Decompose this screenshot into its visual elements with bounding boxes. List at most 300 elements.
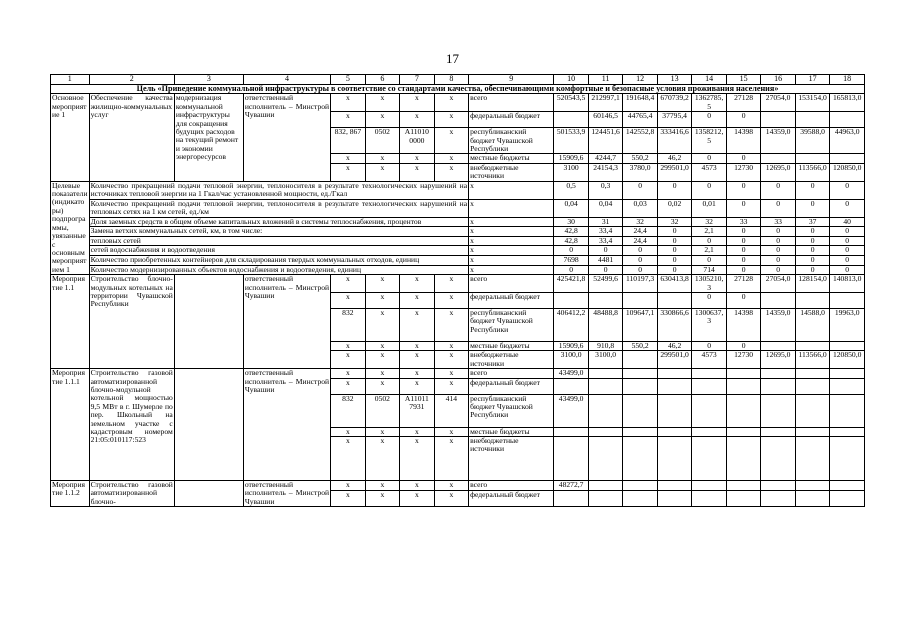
year-value [692,369,727,378]
indicator-value: 0,04 [588,199,623,217]
indicator-value: 0 [623,265,658,275]
year-value: 142552,8 [623,128,658,154]
budget-row [51,369,865,378]
year-value [830,490,865,507]
year-value [761,112,796,128]
indicator-row [51,199,865,217]
indicator-value: 0 [830,256,865,266]
year-value: 44765,4 [623,112,658,128]
year-value [623,394,658,427]
year-value [830,154,865,163]
indicator-value: 2,1 [692,246,727,256]
column-number: 1 [51,75,90,85]
code-expense-group: x [434,351,469,369]
year-value: 425421,8 [554,275,589,293]
year-value: 43499,0 [554,394,589,427]
indicator-x: x [469,199,554,217]
code-grbs: x [331,154,366,163]
code-section: x [365,378,400,394]
year-value: 0 [726,292,761,308]
indicator-value: 0 [726,256,761,266]
year-value: 0 [726,154,761,163]
indicator-x: x [469,246,554,256]
indicator-value: 40 [830,217,865,227]
year-value: 124451,6 [588,128,623,154]
indicator-value: 0 [588,265,623,275]
year-value: 27054,0 [761,94,796,112]
indicator-value: 0 [657,236,692,246]
indicator-value: 0 [761,256,796,266]
indicator-value: 0,02 [657,199,692,217]
year-value: 113566,0 [795,163,830,181]
year-value [692,427,727,436]
indicator-value: 0 [795,227,830,237]
year-value [795,369,830,378]
year-value: 109647,1 [623,308,658,341]
year-value [726,480,761,490]
year-value: 406412,2 [554,308,589,341]
code-grbs: x [331,427,366,436]
code-section: x [365,427,400,436]
code-target-article: x [400,480,435,490]
year-value [761,427,796,436]
year-value [761,369,796,378]
year-value: 19963,0 [830,308,865,341]
indicator-row [51,246,865,256]
indicator-value: 0 [623,246,658,256]
year-value [761,436,796,480]
year-value [726,369,761,378]
measure-task [174,480,243,506]
code-expense-group: x [434,378,469,394]
column-number: 7 [400,75,435,85]
code-target-article: A11010 0000 [400,128,435,154]
year-value: 3100,0 [588,351,623,369]
code-expense-group: x [434,369,469,378]
indicator-value: 32 [623,217,658,227]
budget-row [51,94,865,112]
year-value [726,427,761,436]
year-value: 520543,5 [554,94,589,112]
year-value [692,378,727,394]
indicator-value: 0 [588,246,623,256]
code-grbs: x [331,378,366,394]
indicator-value: 0 [726,227,761,237]
year-value [623,292,658,308]
code-target-article: A11011 7931 [400,394,435,427]
code-grbs: x [331,275,366,293]
indicator-value: 0 [657,246,692,256]
year-value [795,480,830,490]
indicator-value: 42,8 [554,227,589,237]
year-value [554,292,589,308]
budget-table [50,74,865,507]
year-value [588,436,623,480]
year-value: 3100,0 [554,351,589,369]
indicator-row [51,236,865,246]
column-number-row [51,75,865,85]
indicator-value: 0 [692,256,727,266]
year-value [795,427,830,436]
year-value [554,378,589,394]
indicator-value: 0 [830,265,865,275]
code-section: x [365,436,400,480]
year-value [623,351,658,369]
funding-source: всего [469,94,554,112]
measure-name: Строительство блочно-модульных котельных на территории Чувашской Республики [89,275,174,369]
code-section: x [365,275,400,293]
indicator-name: Количество приобретенных контейнеров для складирования твердых коммунальных отходов, единиц [89,256,469,266]
year-value [554,112,589,128]
year-value [588,369,623,378]
code-grbs: x [331,341,366,350]
indicator-name: Количество прекращений подачи тепловой энергии, теплоносителя в результате технологических нарушений на источниках тепловой энергии на 1 Гкал/час установленной мощности, ед./Гкал [90,181,468,199]
code-expense-group: 414 [434,394,469,427]
column-number: 15 [726,75,761,85]
indicator-x: x [469,217,554,227]
year-value: 113566,0 [795,351,830,369]
year-value: 60146,5 [588,112,623,128]
code-target-article: x [400,163,435,181]
code-expense-group: x [434,427,469,436]
year-value: 27054,0 [761,275,796,293]
year-value [830,427,865,436]
code-expense-group: x [434,112,469,128]
funding-source: внебюджетные источники [469,163,554,181]
indicator-value: 32 [692,217,727,227]
year-value: 630413,8 [657,275,692,293]
year-value: 12730 [726,351,761,369]
year-value: 299501,0 [657,351,692,369]
code-expense-group: x [434,163,469,181]
year-value: 52499,6 [588,275,623,293]
measure-name: Строительство газовой автоматизированной блочно- [90,480,173,506]
year-value [657,490,692,507]
indicator-value: 0 [761,199,796,217]
year-value [692,480,727,490]
year-value: 46,2 [657,341,692,350]
indicator-row [51,265,865,275]
year-value: 0 [692,341,727,350]
indicator-value: 0 [554,246,589,256]
year-value [588,394,623,427]
indicator-name: Замена ветхих коммунальных сетей, км, в том числе: [89,227,469,237]
year-value: 120850,0 [830,163,865,181]
year-value [761,490,796,507]
column-number: 3 [174,75,243,85]
budget-row [51,480,865,490]
year-value: 48488,8 [588,308,623,341]
code-section: x [365,369,400,378]
indicator-value: 0 [554,265,589,275]
year-value: 27128 [726,275,761,293]
code-section: x [365,341,400,350]
code-grbs: x [331,480,366,490]
indicator-value: 0 [830,227,865,237]
code-section: x [365,94,400,112]
year-value: 550,2 [623,154,658,163]
measure-label: Основное мероприятие 1 [51,94,90,181]
year-value: 1305210,3 [692,275,727,293]
indicator-x: x [469,265,554,275]
year-value [554,427,589,436]
measure-name: Обеспечение качества жилищно-коммунальных услуг [89,94,174,181]
code-target-article: x [400,369,435,378]
indicator-x: x [469,236,554,246]
indicator-value: 0 [726,265,761,275]
code-target-article: x [400,292,435,308]
code-section: x [365,154,400,163]
column-number: 9 [469,75,554,85]
year-value [657,436,692,480]
indicator-value: 0 [795,265,830,275]
indicator-value: 30 [554,217,589,227]
year-value: 120850,0 [830,351,865,369]
year-value: 14398 [726,128,761,154]
year-value [830,341,865,350]
code-target-article: x [400,112,435,128]
measure-label: Мероприятие 1.1 [51,275,90,369]
year-value [761,292,796,308]
code-expense-group: x [434,436,469,480]
year-value [657,378,692,394]
year-value [795,490,830,507]
code-section: x [365,480,400,490]
code-target-article: x [400,436,435,480]
year-value [726,436,761,480]
indicator-value: 0 [657,256,692,266]
indicator-value: 0 [795,256,830,266]
year-value [830,436,865,480]
funding-source: всего [469,369,554,378]
indicator-value: 0 [761,227,796,237]
year-value [795,378,830,394]
year-value: 12695,0 [761,351,796,369]
indicator-value: 0 [623,256,658,266]
year-value [657,369,692,378]
responsible-executor: ответственный исполнитель – Минстрой Чувашии [244,480,330,506]
code-target-article: x [400,308,435,341]
year-value [692,394,727,427]
year-value: 12695,0 [761,163,796,181]
indicator-row [51,181,865,199]
indicator-name: Количество модернизированных объектов водоснабжения и водоотведения, единиц [89,265,469,275]
year-value [726,378,761,394]
code-expense-group: x [434,308,469,341]
year-value [761,154,796,163]
code-section: x [365,292,400,308]
column-number: 2 [89,75,174,85]
indicator-value: 0 [726,181,761,199]
year-value: 165813,0 [830,94,865,112]
code-grbs: 832 [331,308,366,341]
indicator-value: 32 [657,217,692,227]
code-section: 0502 [365,394,400,427]
indicator-value: 42,8 [554,236,589,246]
year-value [726,490,761,507]
year-value [761,341,796,350]
indicator-value: 0 [795,181,830,199]
code-section: x [365,490,400,507]
indicator-name: сетей водоснабжения и водоотведения [89,246,469,256]
code-target-article: x [400,427,435,436]
indicator-x: x [469,227,554,237]
responsible-executor: ответственный исполнитель – Минстрой Чувашии [243,275,330,369]
code-expense-group: x [434,341,469,350]
code-target-article: x [400,275,435,293]
funding-source: республиканский бюджет Чувашской Республики [469,394,554,427]
code-target-article: x [400,154,435,163]
year-value [795,436,830,480]
column-number: 6 [365,75,400,85]
year-value [795,154,830,163]
year-value: 4244,7 [588,154,623,163]
year-value: 140813,0 [830,275,865,293]
year-value [692,490,727,507]
indicator-value: 37 [795,217,830,227]
indicator-value: 0 [623,181,658,199]
indicator-value: 0 [795,199,830,217]
year-value: 0 [692,154,727,163]
year-value [830,369,865,378]
year-value [795,341,830,350]
measure-task: модернизация коммунальной инфраструктуры для сокращения будущих расходов на текущий ремонт и экономии энергоресурсов [174,94,243,181]
year-value [623,480,658,490]
indicator-value: 24,4 [623,227,658,237]
funding-source: местные бюджеты [469,427,554,436]
code-target-article: x [400,351,435,369]
column-number: 8 [434,75,469,85]
year-value [761,480,796,490]
year-value: 27128 [726,94,761,112]
year-value [830,112,865,128]
indicator-value: 0 [657,227,692,237]
indicator-value: 0 [726,246,761,256]
year-value: 3780,0 [623,163,658,181]
indicator-value: 0 [726,199,761,217]
column-number: 5 [331,75,366,85]
funding-source: республиканский бюджет Чувашской Республики [469,128,554,154]
funding-source: федеральный бюджет [469,490,554,507]
funding-source: всего [469,480,554,490]
year-value: 333416,6 [657,128,692,154]
code-grbs: 832, 867 [331,128,366,154]
year-value: 39588,0 [795,128,830,154]
year-value: 0 [692,112,727,128]
year-value [623,427,658,436]
responsible-executor: ответственный исполнитель – Минстрой Чувашии [243,94,330,181]
year-value [657,292,692,308]
year-value: 12730 [726,163,761,181]
year-value: 14398 [726,308,761,341]
indicator-value: 33 [726,217,761,227]
indicator-value: 0 [830,199,865,217]
indicator-value: 0 [726,236,761,246]
year-value [588,427,623,436]
year-value [726,394,761,427]
code-grbs: x [331,112,366,128]
code-grbs: x [331,292,366,308]
year-value: 24154,3 [588,163,623,181]
year-value [692,436,727,480]
year-value [623,436,658,480]
year-value: 3100 [554,163,589,181]
code-target-article: x [400,378,435,394]
funding-source: федеральный бюджет [469,112,554,128]
indicator-value: 4481 [588,256,623,266]
code-expense-group: x [434,490,469,507]
code-expense-group: x [434,480,469,490]
indicator-value: 2,1 [692,227,727,237]
year-value: 4573 [692,163,727,181]
year-value: 1300637,3 [692,308,727,341]
year-value [588,480,623,490]
column-number: 11 [588,75,623,85]
year-value: 910,8 [588,341,623,350]
indicator-value: 33,4 [588,227,623,237]
year-value: 330866,6 [657,308,692,341]
year-value: 14588,0 [795,308,830,341]
code-target-article: x [400,341,435,350]
year-value: 212997,1 [588,94,623,112]
page-number: 17 [446,51,459,66]
year-value [623,490,658,507]
indicator-value: 0,3 [588,181,623,199]
indicator-name: тепловых сетей [89,236,469,246]
column-number: 17 [795,75,830,85]
year-value [554,490,589,507]
year-value [657,394,692,427]
column-number: 16 [761,75,796,85]
indicator-value: 0 [761,265,796,275]
indicator-value: 0 [830,246,865,256]
indicator-value: 0,01 [692,199,727,217]
year-value [761,378,796,394]
code-section: 0502 [365,128,400,154]
year-value [795,394,830,427]
indicator-value: 714 [692,265,727,275]
measure-name: Строительство газовой автоматизированной блочно-модульной котельной мощностью 9,5 МВт в г. Шумерле по пер. Школьный на земельном участке с кадастровым номером 21:05:010117:523 [89,369,174,481]
code-target-article: x [400,490,435,507]
year-value: 670739,2 [657,94,692,112]
indicator-x: x [469,256,554,266]
funding-source: всего [469,275,554,293]
year-value [761,394,796,427]
year-value: 46,2 [657,154,692,163]
year-value [830,378,865,394]
code-section: x [365,351,400,369]
year-value: 4573 [692,351,727,369]
year-value: 14359,0 [761,128,796,154]
code-section: x [365,163,400,181]
year-value [795,112,830,128]
goal-title: Цель «Приведение коммунальной инфраструктуры в соответствие со стандартами качества, обеспечивающими комфортные и безопасные условия проживания населения» [51,85,865,94]
funding-source: местные бюджеты [469,341,554,350]
year-value: 110197,3 [623,275,658,293]
code-grbs: x [331,490,366,507]
code-grbs: x [331,163,366,181]
year-value: 14359,0 [761,308,796,341]
indicator-value: 31 [588,217,623,227]
year-value [623,369,658,378]
year-value: 0 [726,112,761,128]
budget-row [51,275,865,293]
code-expense-group: x [434,292,469,308]
year-value [554,436,589,480]
year-value: 48272,7 [554,480,589,490]
year-value: 0 [692,292,727,308]
code-expense-group: x [434,128,469,154]
